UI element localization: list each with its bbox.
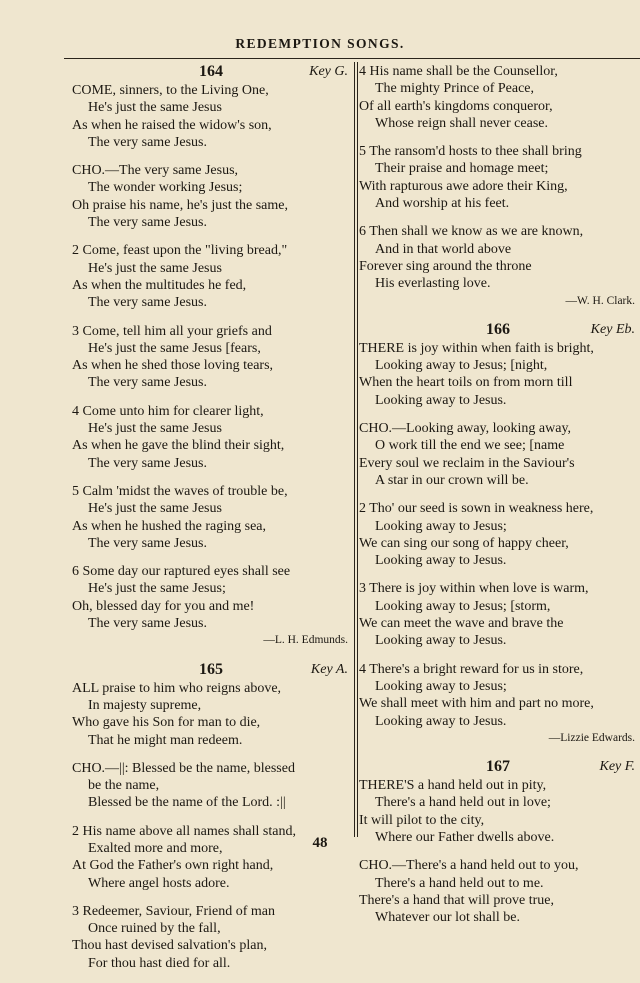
verse-line: He's just the same Jesus;: [88, 581, 226, 597]
hymn-key: Key G.: [309, 64, 348, 79]
stanza: [359, 340, 637, 409]
column-divider: [354, 62, 355, 837]
stanza: [72, 760, 350, 812]
verse-line: 5 The ransom'd hosts to thee shall bring: [359, 144, 582, 160]
verse-line: He's just the same Jesus: [88, 421, 222, 437]
verse-line: A star in our crown will be.: [375, 472, 529, 488]
hymn-gap: [72, 650, 350, 661]
verse-line: And in that world above: [375, 241, 512, 257]
verse-line: He's just the same Jesus: [88, 260, 222, 276]
verse-line: COME, sinners, to the Living One,: [72, 83, 269, 98]
hymn-heading: [359, 758, 637, 777]
verse-line: There's a hand that will prove true,: [359, 892, 554, 908]
hymn-key: Key Eb.: [590, 321, 635, 337]
verse-line: At God the Father's own right hand,: [72, 858, 274, 874]
verse-line: He's just the same Jesus: [88, 100, 222, 116]
verse-line: 4 His name shall be the Counsellor,: [359, 64, 558, 79]
verse-line: 4 Come unto him for clearer light,: [72, 403, 264, 419]
verse-line: We can meet the wave and brave the: [359, 616, 564, 632]
verse-line: 3 There is joy within when love is warm,: [359, 581, 589, 597]
hymn-gap: [359, 310, 637, 321]
hymn-heading: [72, 661, 350, 680]
verse-line: CHO.—The very same Jesus,: [72, 163, 239, 179]
hymn-key: Key F.: [599, 759, 635, 775]
verse-line: When the heart toils on from morn till: [359, 375, 573, 391]
verse-line: He's just the same Jesus: [88, 501, 222, 517]
stanza-gap: [72, 749, 350, 760]
stanza: [359, 661, 637, 730]
verse-line: O work till the end we see; [name: [375, 438, 565, 454]
verse-line: With rapturous awe adore their King,: [359, 178, 568, 194]
verse-line: The very same Jesus.: [88, 375, 207, 391]
verse-line: Looking away to Jesus.: [375, 713, 507, 729]
verse-line: There's a hand held out in love;: [375, 795, 551, 811]
right-column: [359, 63, 637, 937]
verse-line: Where angel hosts adore.: [88, 875, 230, 891]
verse-line: 2 Tho' our seed is sown in weakness here,: [359, 501, 594, 517]
hymn-author: —W. H. Clark.: [565, 294, 635, 307]
verse-line: Whatever our lot shall be.: [375, 910, 521, 926]
verse-line: It will pilot to the city,: [359, 812, 485, 828]
verse-line: The very same Jesus.: [88, 616, 207, 632]
verse-line: Looking away to Jesus;: [375, 678, 507, 694]
stanza-gap: [72, 151, 350, 162]
stanza-gap: [72, 392, 350, 403]
stanza: [72, 323, 350, 392]
stanza-gap: [359, 569, 637, 580]
stanza: [359, 420, 637, 489]
verse-line: For thou hast died for all.: [88, 955, 231, 971]
verse-line: As when he shed those loving tears,: [72, 358, 274, 374]
hymn-author: —Lizzie Edwards.: [548, 731, 635, 744]
verse-line: As when he gave the blind their sight,: [72, 438, 285, 454]
verse-line: The very same Jesus.: [88, 134, 207, 150]
stanza: [72, 82, 350, 151]
verse-line: Looking away to Jesus.: [375, 553, 507, 569]
verse-line: The very same Jesus.: [88, 295, 207, 311]
verse-line: Their praise and homage meet;: [375, 161, 549, 177]
verse-line: Looking away to Jesus.: [375, 633, 507, 649]
verse-line: CHO.—Looking away, looking away,: [359, 421, 572, 437]
stanza-gap: [359, 132, 637, 143]
verse-line: 4 There's a bright reward for us in store,: [359, 661, 584, 677]
verse-line: Of all earth's kingdoms conqueror,: [359, 98, 553, 114]
verse-line: 3 Come, tell him all your griefs and: [72, 323, 272, 339]
verse-line: We can sing our song of happy cheer,: [359, 535, 569, 551]
stanza-gap: [359, 212, 637, 223]
verse-line: The wonder working Jesus;: [88, 180, 243, 196]
verse-line: The very same Jesus.: [88, 455, 207, 471]
verse-line: Looking away to Jesus; [storm,: [375, 598, 551, 614]
verse-line: Who gave his Son for man to die,: [72, 715, 261, 731]
stanza-gap: [72, 812, 350, 823]
hymn-number: 167: [486, 758, 510, 776]
verse-line: Where our Father dwells above.: [375, 829, 555, 845]
hymn-author: —L. H. Edmunds.: [263, 634, 348, 647]
stanza-gap: [359, 489, 637, 500]
verse-line: Exalted more and more,: [88, 840, 223, 856]
stanza: [72, 162, 350, 231]
running-header: REDEMPTION SONGS.: [235, 36, 405, 51]
verse-line: As when the multitudes he fed,: [72, 277, 247, 293]
verse-line: 3 Redeemer, Saviour, Friend of man: [72, 903, 275, 919]
stanza-gap: [72, 472, 350, 483]
hymn-number: 165: [199, 660, 223, 678]
stanza: [72, 563, 350, 632]
stanza: [72, 680, 350, 749]
verse-line: Thou hast devised salvation's plan,: [72, 938, 267, 954]
verse-line: The very same Jesus.: [88, 215, 207, 231]
verse-line: Looking away to Jesus;: [375, 518, 507, 534]
stanza: [72, 483, 350, 552]
stanza: [72, 823, 350, 892]
hymn-gap: [359, 747, 637, 758]
stanza-gap: [72, 231, 350, 242]
stanza: [359, 580, 637, 649]
verse-line: Forever sing around the throne: [359, 258, 532, 274]
page-number: 48: [312, 835, 328, 851]
stanza-gap: [72, 552, 350, 563]
verse-line: THERE'S a hand held out in pity,: [359, 778, 547, 794]
stanza: [72, 903, 350, 972]
hymn-heading: [359, 321, 637, 340]
stanza: [359, 857, 637, 926]
verse-line: THERE is joy within when faith is bright,: [359, 340, 594, 356]
verse-line: The very same Jesus.: [88, 535, 207, 551]
verse-line: 2 His name above all names shall stand,: [72, 823, 296, 839]
hymn: [72, 63, 350, 661]
verse-line: There's a hand held out to me.: [375, 875, 544, 891]
header-rule: [64, 58, 640, 59]
verse-line: As when he hushed the raging sea,: [72, 518, 267, 534]
stanza: [359, 63, 637, 132]
verse-line: 5 Calm 'midst the waves of trouble be,: [72, 483, 288, 499]
verse-line: 6 Some day our raptured eyes shall see: [72, 564, 291, 580]
verse-line: Oh praise his name, he's just the same,: [72, 197, 288, 213]
hymn: [359, 321, 637, 758]
stanza-gap: [359, 650, 637, 661]
verse-line: 6 Then shall we know as we are known,: [359, 224, 584, 240]
stanza: [359, 500, 637, 569]
verse-line: The mighty Prince of Peace,: [375, 81, 535, 97]
verse-line: ALL praise to him who reigns above,: [72, 680, 282, 696]
stanza: [72, 242, 350, 311]
stanza: [359, 143, 637, 212]
stanza: [72, 403, 350, 472]
verse-line: Blessed be the name of the Lord. :||: [88, 795, 286, 811]
verse-line: 2 Come, feast upon the "living bread,": [72, 243, 288, 259]
verse-line: And worship at his feet.: [375, 196, 510, 212]
verse-line: Whose reign shall never cease.: [375, 115, 548, 131]
hymn-heading: [72, 63, 350, 82]
hymn-number: 164: [199, 63, 223, 80]
verse-line: be the name,: [88, 778, 160, 794]
verse-line: We shall meet with him and part no more,: [359, 696, 594, 712]
verse-line: That he might man redeem.: [88, 732, 243, 748]
verse-line: Looking away to Jesus.: [375, 392, 507, 408]
verse-line: CHO.—There's a hand held out to you,: [359, 858, 579, 874]
hymn: [359, 63, 637, 321]
verse-line: In majesty supreme,: [88, 697, 202, 713]
hymn: [72, 661, 350, 983]
stanza-gap: [359, 409, 637, 420]
verse-line: Oh, blessed day for you and me!: [72, 598, 255, 614]
verse-line: As when he raised the widow's son,: [72, 117, 272, 133]
stanza-gap: [72, 312, 350, 323]
hymn-number: 166: [486, 320, 510, 338]
verse-line: Once ruined by the fall,: [88, 921, 221, 937]
verse-line: Every soul we reclaim in the Saviour's: [359, 455, 575, 471]
stanza-gap: [72, 892, 350, 903]
stanza: [359, 223, 637, 292]
hymn-gap: [359, 926, 637, 937]
verse-line: He's just the same Jesus [fears,: [88, 340, 261, 356]
column-divider-inner: [357, 62, 358, 837]
verse-line: CHO.—||: Blessed be the name, blessed: [72, 760, 295, 776]
hymn-key: Key A.: [310, 661, 348, 677]
verse-line: Looking away to Jesus; [night,: [375, 358, 548, 374]
hymn-gap: [72, 972, 350, 983]
verse-line: His everlasting love.: [375, 276, 491, 292]
